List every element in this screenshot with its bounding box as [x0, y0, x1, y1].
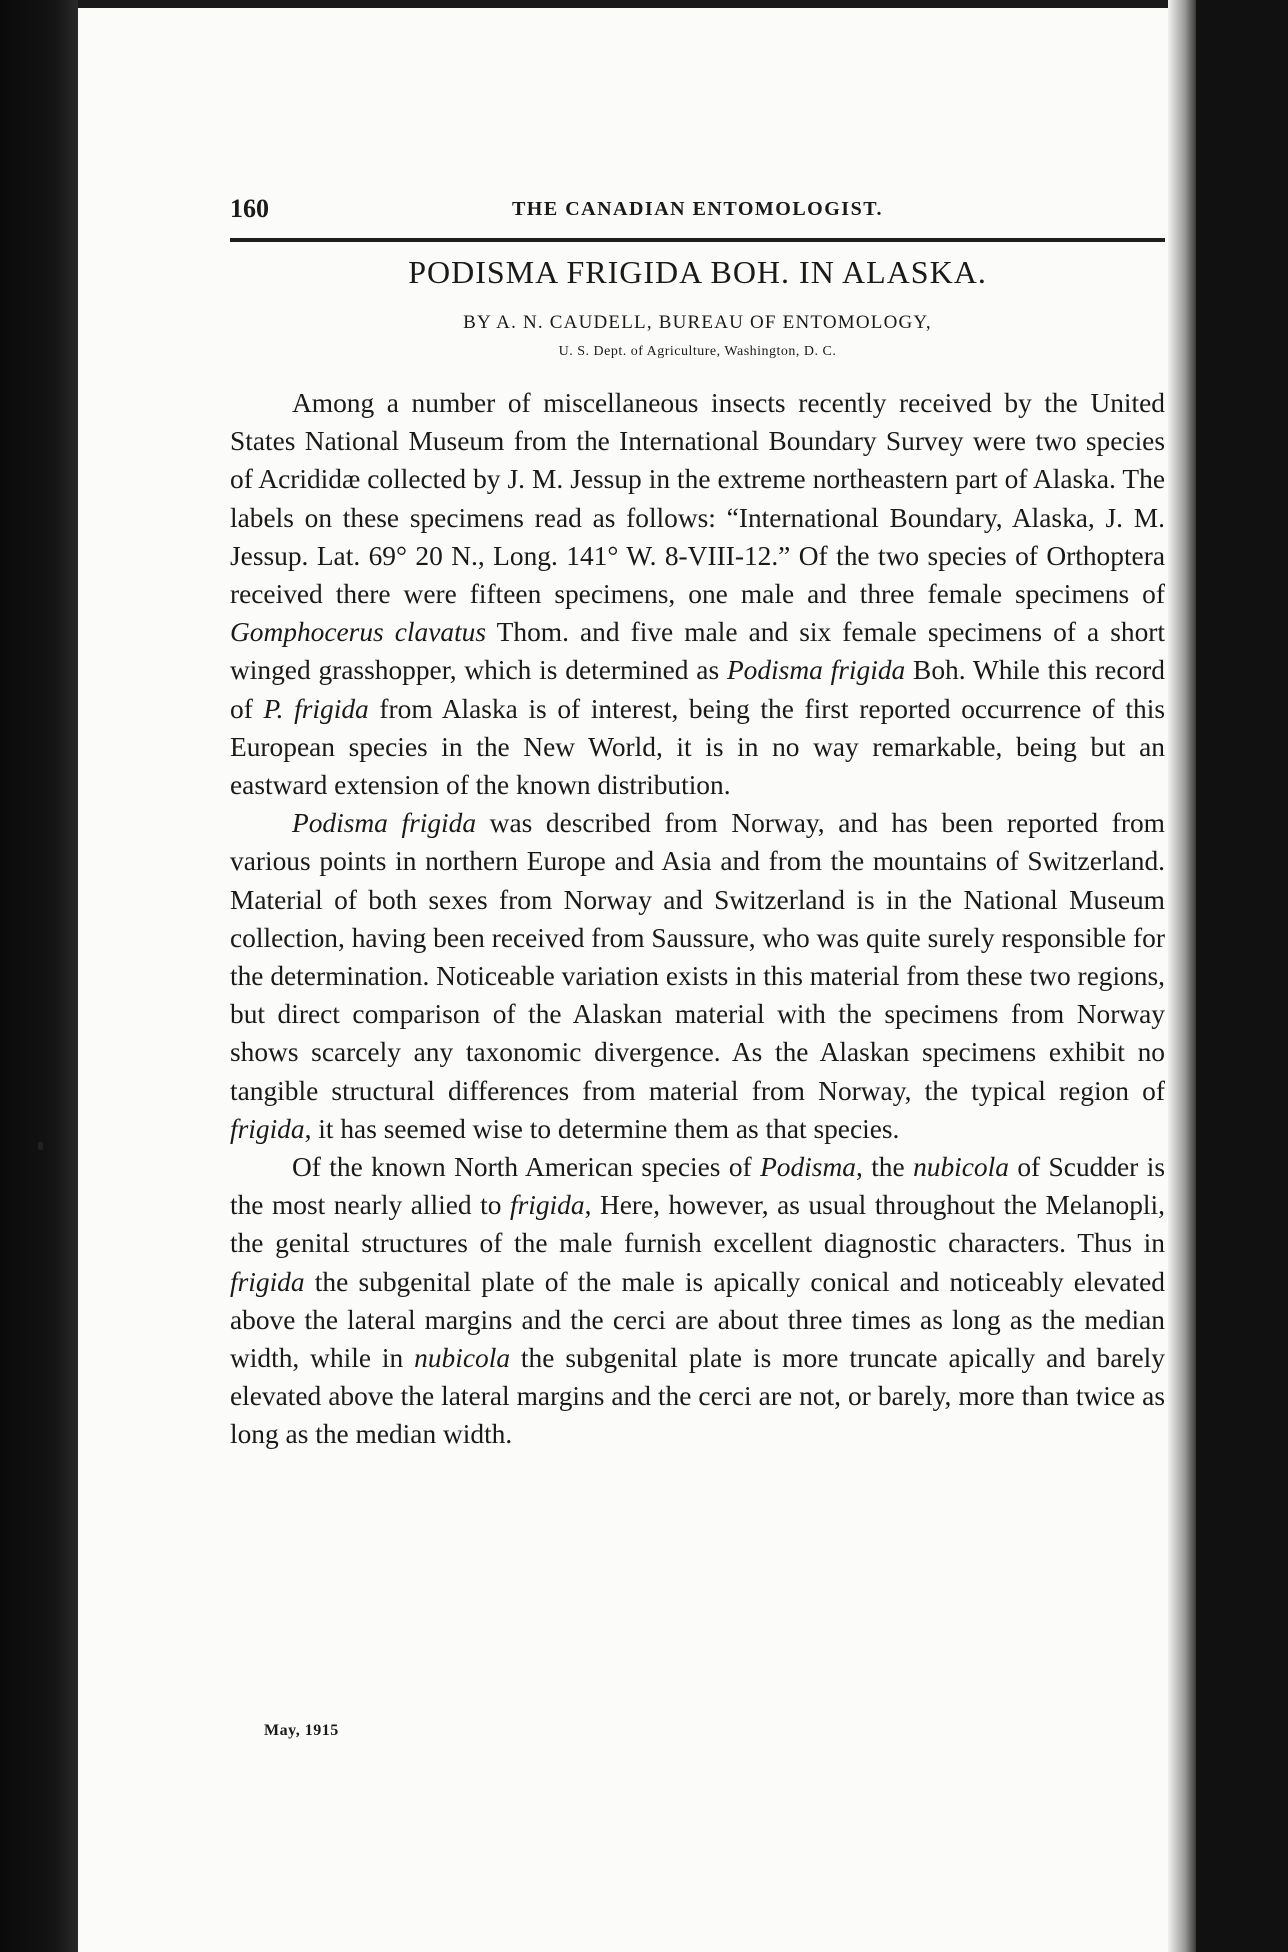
scan-background: [1196, 0, 1288, 1952]
article-body: [230, 384, 1165, 1454]
italic-term: Gomphocerus clavatus: [230, 617, 487, 648]
paragraph-1: Among a number of miscellaneous insects recently received by the United States National Museum from the International Boundary Survey were two species of Acrididæ collected by J. M. Jessup in the extreme northeastern part of Alaska. The labels on these specimens read as follows: “International Boundary, Alaska, J. M. Jessup. Lat. 69° 20 N., Long. 141° W. 8-VIII-12.” Of the two species of Orthoptera received there were fifteen specimens, one male and three female specimens of Gomphocerus clavatus Thom. and five male and six female specimens of a short winged grasshopper, which is determined as Podisma frigida Boh. While this record of P. frigida from Alaska is of interest, being the first reported occurrence of this European species in the New World, it is in no way remarkable, being but an eastward extension of the known distribution.: [230, 388, 1165, 801]
article-byline: BY A. N. CAUDELL, BUREAU OF ENTOMOLOGY,: [463, 312, 932, 333]
header-rule: [230, 238, 1165, 242]
italic-term: P. frigida: [263, 693, 369, 724]
paragraph-2: Podisma frigida was described from Norway, and has been reported from various points in northern Europe and Asia and from the mountains of Switzerland. Material of both sexes from Norway and Switzerland is in the National Museum collection, having been received from Saussure, who was quite surely responsible for the determination. Noticeable variation exists in this material from these two regions, but direct comparison of the Alaskan material with the specimens from Norway shows scarcely any taxonomic divergence. As the Alaskan specimens exhibit no tangible structural differences from material from Norway, the typical region of frigida, it has seemed wise to determine them as that species.: [230, 808, 1165, 1144]
running-title: THE CANADIAN ENTOMOLOGIST.: [511, 198, 884, 220]
italic-term: nubicola: [414, 1343, 511, 1374]
italic-term: Podisma frigida: [292, 808, 477, 839]
running-header: [230, 192, 1165, 232]
author-affiliation: U. S. Dept. of Agriculture, Washington, D. C.: [558, 344, 837, 359]
article-title: PODISMA FRIGIDA BOH. IN ALASKA.: [408, 254, 987, 290]
italic-term: frigida: [509, 1190, 585, 1221]
article-date: May, 1915: [264, 1722, 339, 1739]
scan-gutter: [0, 0, 78, 1952]
italic-term: frigida: [230, 1113, 305, 1144]
paragraph-3: Of the known North American species of Podisma, the nubicola of Scudder is the most nearly allied to frigida, Here, however, as usual throughout the Melanopli, the genital structures of the male furnish excellent diagnostic characters. Thus in frigida the subgenital plate of the male is apically conical and noticeably elevated above the lateral margins and the cerci are about three times as long as the median width, while in nubicola the subgenital plate is more truncate apically and barely elevated above the lateral margins and the cerci are not, or barely, more than twice as long as the median width.: [230, 1152, 1165, 1450]
italic-term: Podisma: [760, 1152, 856, 1183]
italic-term: nubicola: [913, 1152, 1009, 1183]
page-number: 160: [230, 194, 269, 223]
scan-speck: [38, 1142, 43, 1150]
italic-term: frigida: [230, 1266, 305, 1297]
italic-term: Podisma frigida: [726, 655, 906, 686]
page-edge-shadow: [1168, 0, 1196, 1952]
